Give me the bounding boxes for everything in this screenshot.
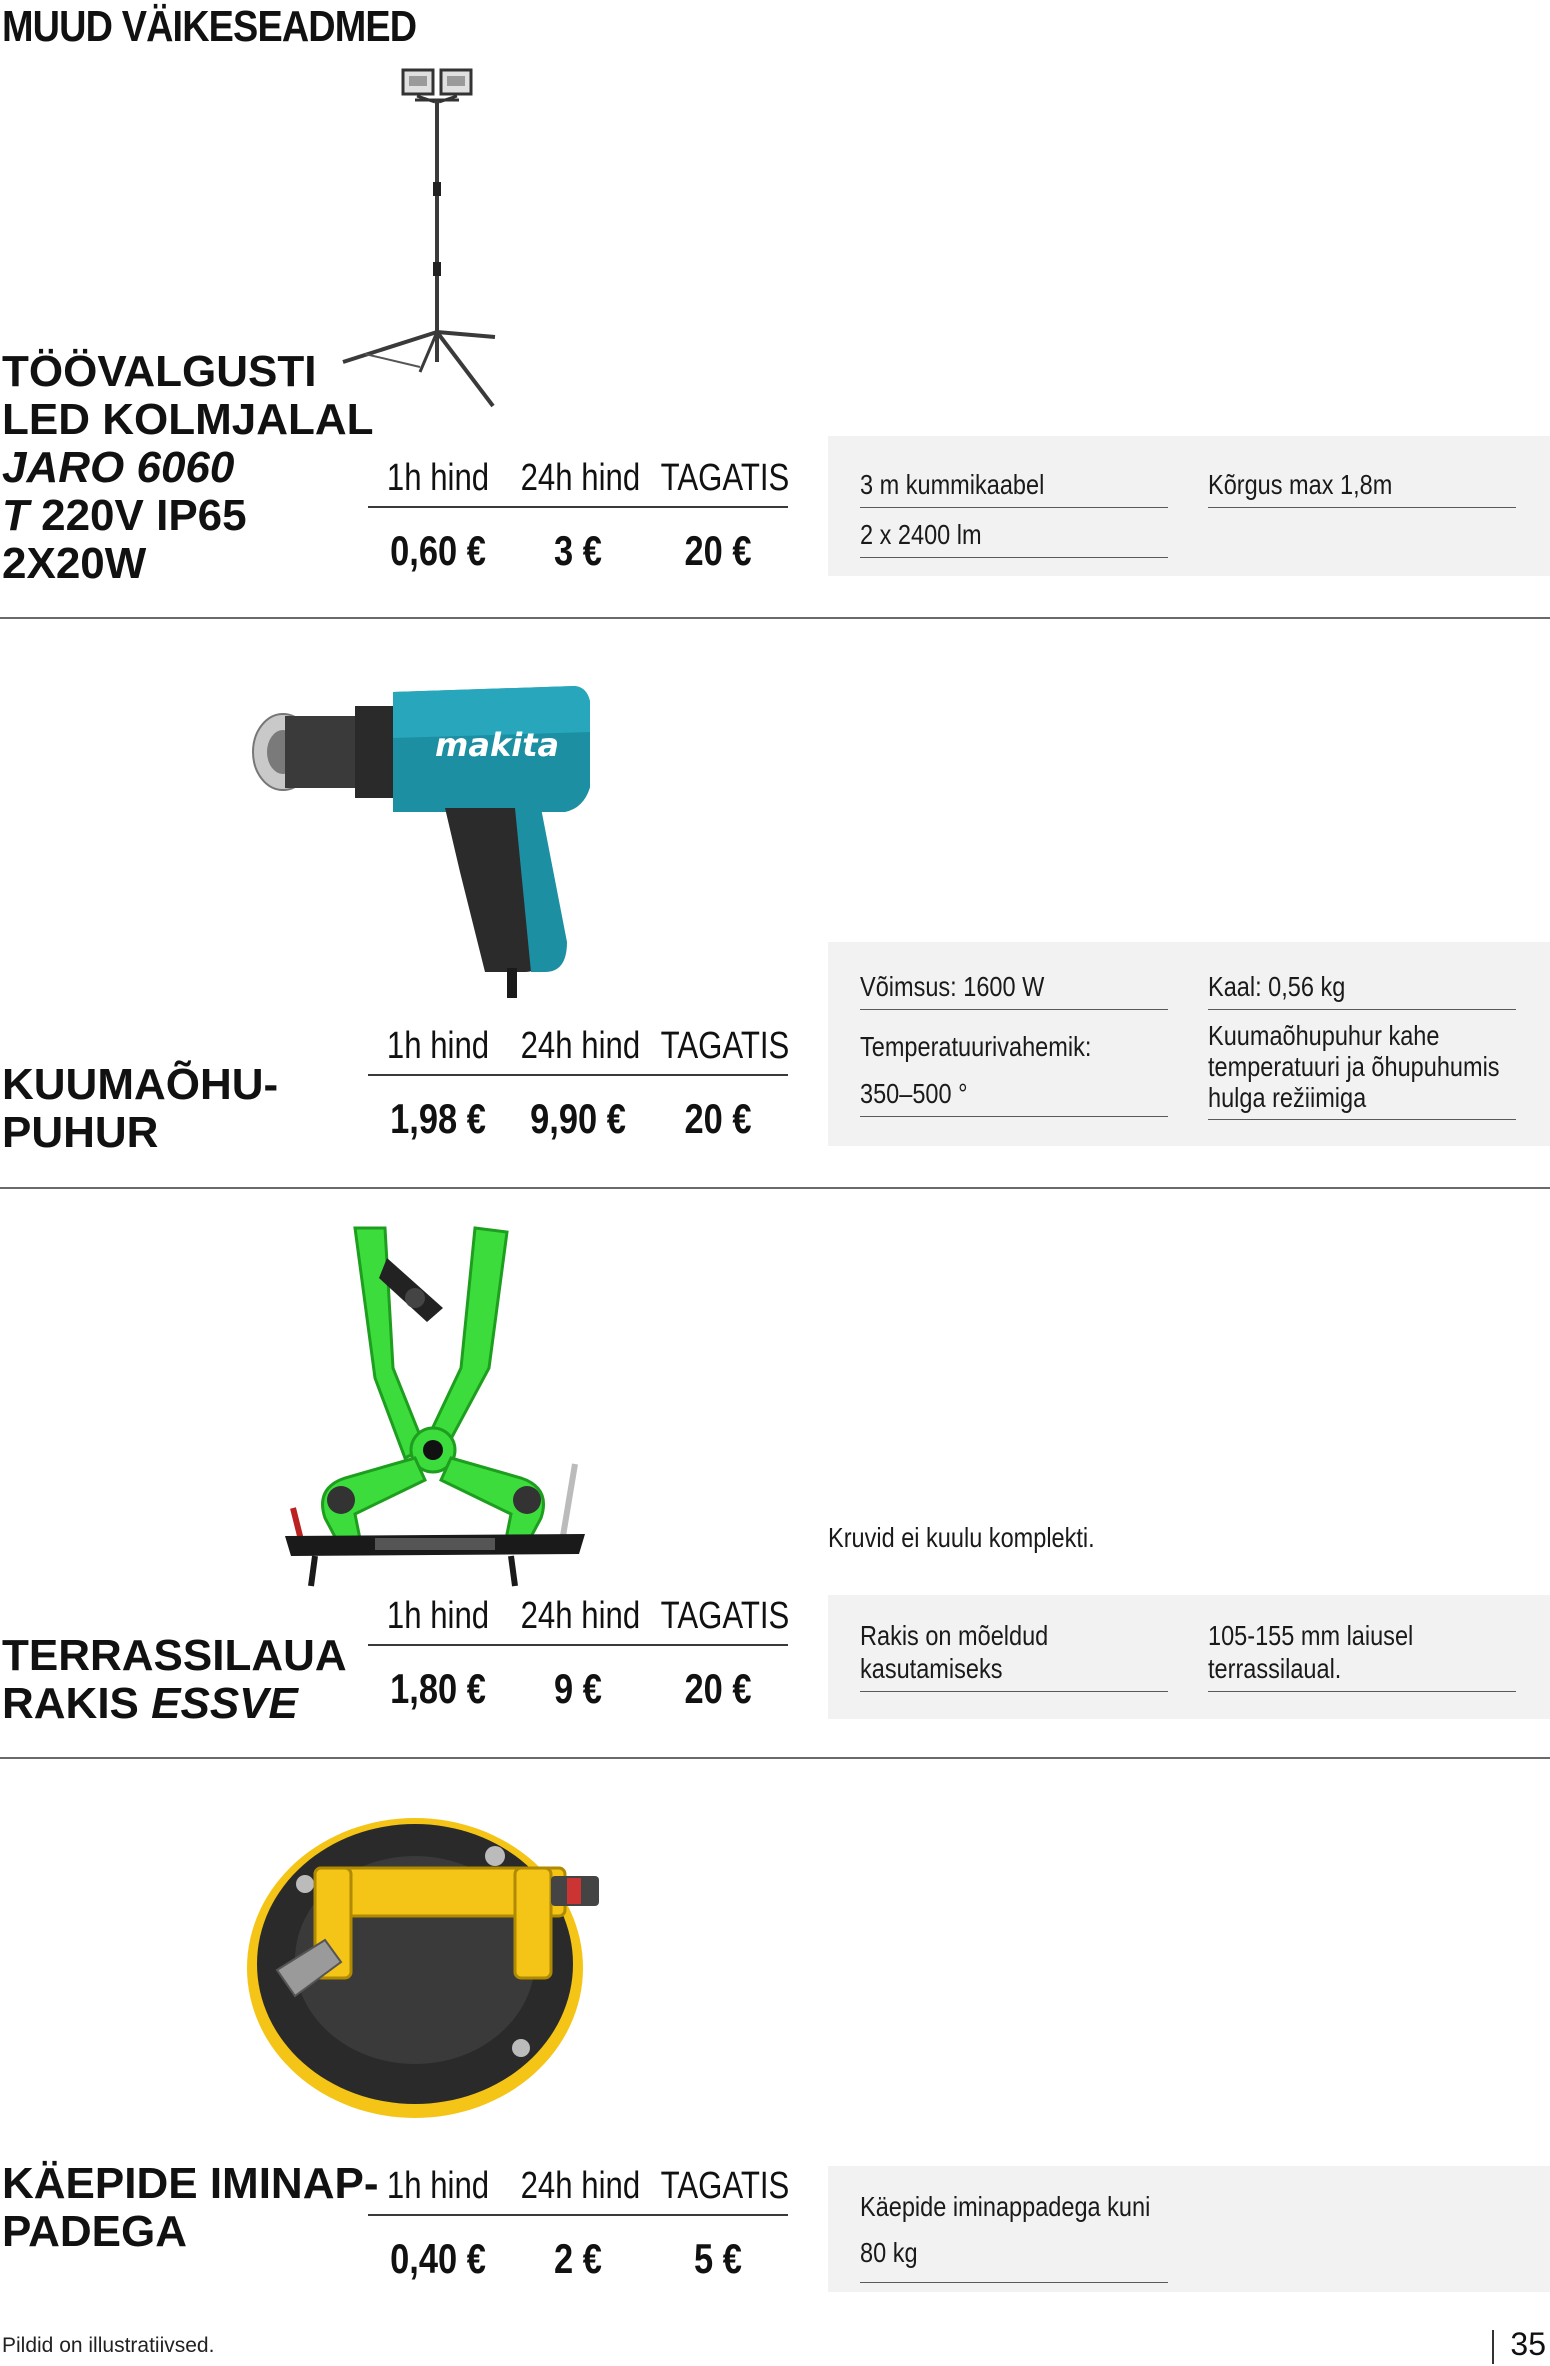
price-value-row [368,1076,788,1162]
title-line: KÄEPIDE IMINAP- [2,2159,379,2208]
spec-box [828,436,1550,576]
spec-item: Võimsus: 1600 W [860,960,1168,1010]
spec-column-left [860,458,1168,558]
spec-box [828,942,1550,1146]
price-header-24h: 24h hind [520,1024,641,1067]
product-note: Kruvid ei kuulu komplekti. [828,1522,1095,1553]
title-line-italic-part [2,491,247,540]
title-line: TERRASSILAUA [2,1631,347,1680]
price-header-row [368,450,788,508]
price-header-1h: 1h hind [386,1024,490,1067]
price-24h: 3 € [554,527,602,574]
spec-line: 350–500 ° [860,1078,968,1109]
title-rest: 220V IP65 [28,491,247,540]
spec-line: Käepide iminappadega kuni [860,2191,1151,2222]
deck-clamp-image [275,1218,595,1588]
price-table [368,450,788,594]
product-title-suction-lifter [2,2160,378,2256]
price-header-deposit: TAGATIS [660,1024,790,1067]
price-value-row [368,508,788,594]
price-header-deposit: TAGATIS [660,456,790,499]
title-line [2,492,374,540]
price-deposit: 20 € [684,527,752,574]
price-header-24h: 24h hind [520,1594,641,1637]
spec-item: 2 x 2400 lm [860,508,1168,558]
product-title-work-light [2,348,374,588]
price-deposit: 20 € [684,1665,752,1712]
spec-item [860,2184,1168,2283]
spec-box [828,2166,1550,2292]
price-header-24h: 24h hind [520,456,641,499]
price-deposit: 20 € [684,1095,752,1142]
price-24h: 2 € [554,2235,602,2282]
price-header-24h: 24h hind [520,2164,641,2207]
spec-item [1208,1619,1516,1692]
spec-item [860,1010,1168,1117]
brand-logo-text: makita [435,726,560,764]
price-header-1h: 1h hind [386,456,490,499]
spec-column-left [860,2184,1168,2283]
price-header-deposit: TAGATIS [660,2164,790,2207]
title-line: JARO 6060 [2,443,235,492]
title-line: PADEGA [2,2207,187,2256]
brand-name: ESSVE [151,1679,298,1728]
title-italic-letter: T [2,491,29,540]
title-line: 2X20W [2,539,147,588]
spec-line: Rakis on mõeldud [860,1620,1049,1651]
price-24h: 9,90 € [530,1095,626,1142]
price-header-1h: 1h hind [386,2164,490,2207]
spec-column-right [1208,960,1516,1120]
title-line: RAKIS ESSVE [2,1679,298,1728]
spec-line: kasutamiseks [860,1653,1003,1684]
price-header-deposit: TAGATIS [660,1594,790,1637]
spec-item: Kaal: 0,56 kg [1208,960,1516,1010]
spec-column-left [860,960,1168,1117]
price-header-row [368,1588,788,1646]
price-1h: 0,60 € [390,527,486,574]
heat-gun-image [245,672,590,1002]
spec-column-right [1208,458,1516,508]
price-value-row [368,1646,788,1732]
title-line: PUHUR [2,1108,159,1157]
spec-line: Temperatuurivahemik: [860,1031,1092,1062]
section-divider [0,617,1550,619]
spec-line: temperatuuri ja õhupuhumis [1208,1051,1500,1082]
spec-line: terrassilaual. [1208,1653,1342,1684]
title-line: KUUMAÕHU- [2,1060,279,1109]
product-title-deck-clamp [2,1632,347,1728]
spec-item [1208,1010,1516,1120]
price-1h: 0,40 € [390,2235,486,2282]
price-header-row [368,2158,788,2216]
footer-note: Pildid on illustratiivsed. [2,2334,215,2357]
product-title-heat-gun [2,1061,278,1157]
price-header-row [368,1018,788,1076]
spec-line: 105-155 mm laiusel [1208,1620,1414,1651]
suction-cup-image [245,1800,605,2120]
spec-line: 80 kg [860,2237,918,2268]
page-number-separator [1492,2330,1494,2364]
spec-column-left [860,1619,1168,1692]
spec-column-right [1208,1619,1516,1692]
spec-item: 3 m kummikaabel [860,458,1168,508]
price-header-1h: 1h hind [386,1594,490,1637]
price-table [368,1588,788,1732]
page-title: MUUD VÄIKESEADMED [2,2,417,51]
price-table [368,1018,788,1162]
price-1h: 1,98 € [390,1095,486,1142]
price-24h: 9 € [554,1665,602,1712]
spec-item: Kõrgus max 1,8m [1208,458,1516,508]
spec-line: hulga režiimiga [1208,1082,1367,1113]
title-line: LED KOLMJALAL [2,395,374,444]
section-divider [0,1187,1550,1189]
page-number: 35 [1510,2326,1546,2362]
price-1h: 1,80 € [390,1665,486,1712]
title-line: TÖÖVALGUSTI [2,347,317,396]
spec-box [828,1595,1550,1719]
price-deposit: 5 € [694,2235,742,2282]
price-table [368,2158,788,2302]
section-divider [0,1757,1550,1759]
spec-line: Kuumaõhupuhur kahe [1208,1020,1440,1051]
price-value-row [368,2216,788,2302]
spec-item [860,1619,1168,1692]
